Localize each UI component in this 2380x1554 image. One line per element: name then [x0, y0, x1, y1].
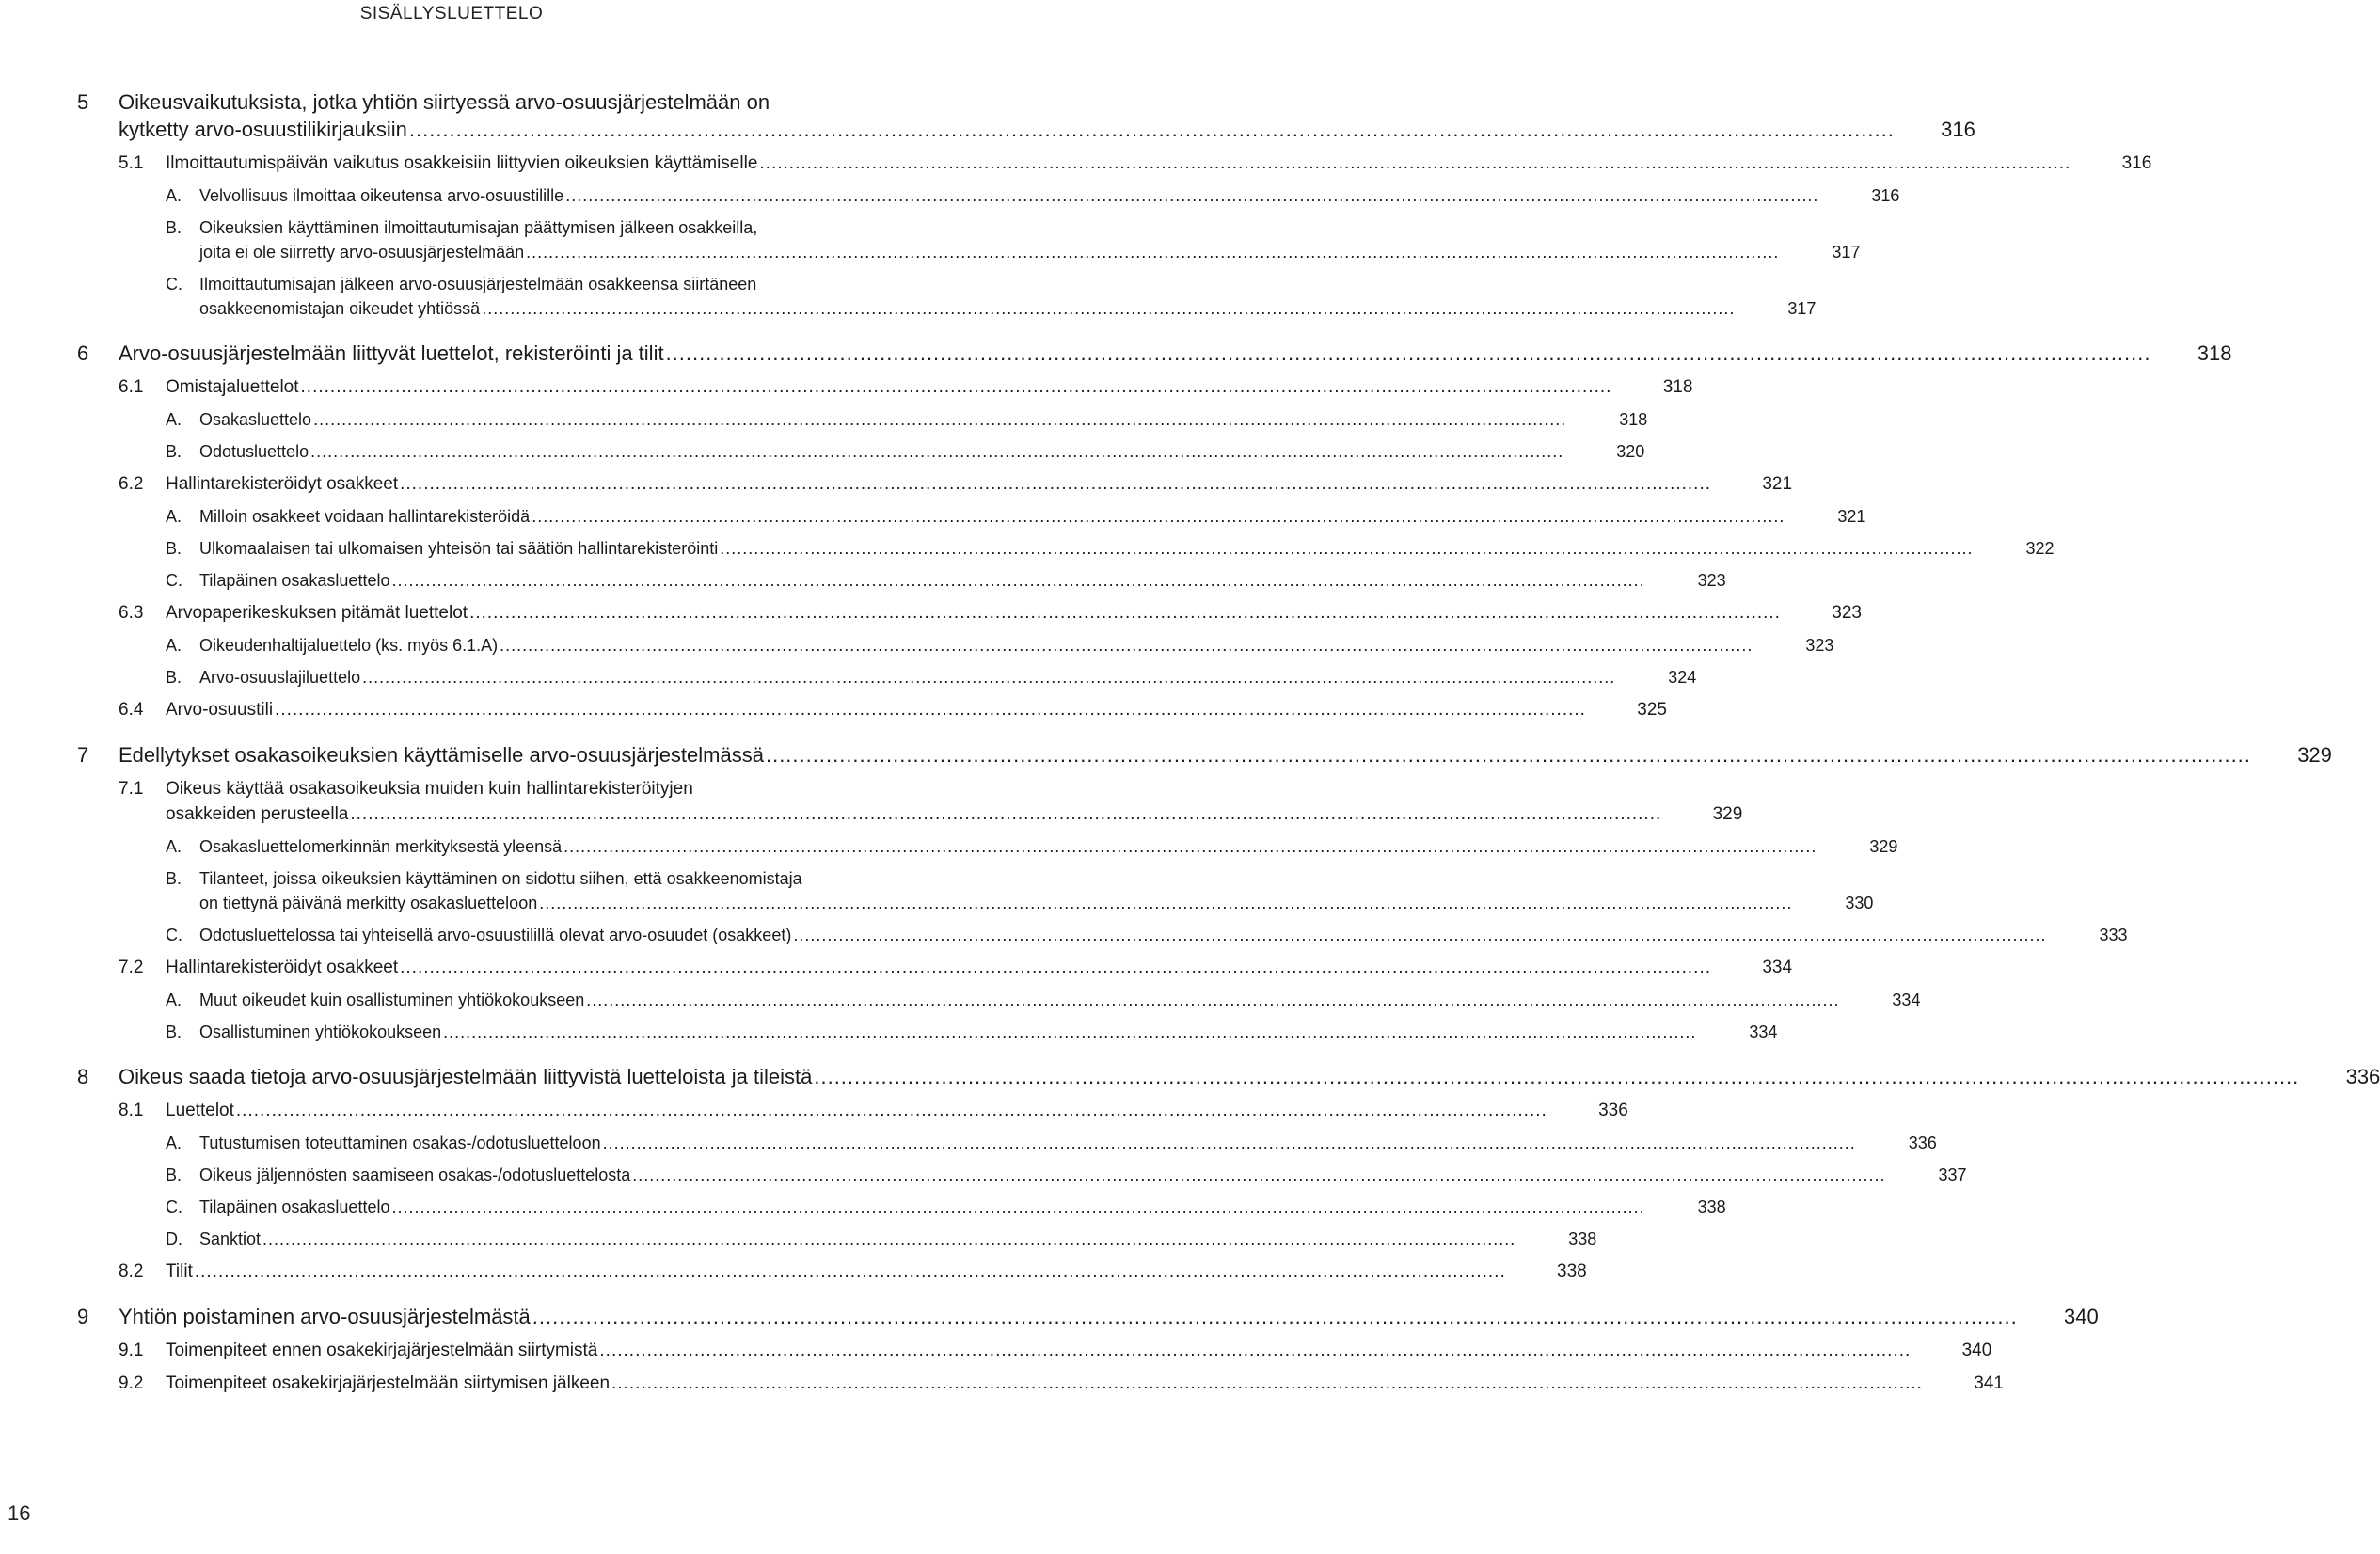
dot-leader: [391, 1195, 1644, 1219]
toc-entry-title: Toimenpiteet ennen osakekirjajärjestelmään siirtymistä: [166, 1340, 598, 1360]
toc-entry-title: Hallintarekisteröidyt osakkeet: [166, 474, 399, 494]
toc-page-number: 338: [1697, 1197, 1726, 1216]
dot-leader: [539, 891, 1792, 915]
table-of-contents: [77, 88, 2380, 1396]
toc-page-number: 336: [1598, 1101, 1628, 1120]
toc-entry[interactable]: [77, 183, 1900, 208]
dot-leader: [362, 665, 1615, 690]
toc-entry-number: A.: [166, 636, 182, 655]
dot-leader: [532, 504, 1785, 529]
toc-entry-title: Toimenpiteet osakekirjajärjestelmään siirtymisen jälkeen: [166, 1373, 611, 1393]
toc-entry[interactable]: [77, 504, 1866, 529]
toc-page-number: 336: [2345, 1065, 2380, 1088]
toc-entry-number: B.: [166, 539, 182, 558]
dot-leader: [586, 988, 1839, 1012]
toc-entry-title: Osakasluettelomerkinnän merkityksestä yleensä: [199, 837, 563, 856]
toc-entry-title: Velvollisuus ilmoittaa oikeutensa arvo-osuustilille: [199, 186, 564, 205]
toc-entry-number: B.: [166, 869, 182, 888]
toc-entry-number: A.: [166, 186, 182, 205]
toc-entry[interactable]: [77, 1131, 1937, 1155]
toc-page-number: 323: [1697, 571, 1726, 590]
toc-entry-number: 8: [77, 1065, 89, 1088]
toc-entry[interactable]: [77, 600, 1862, 626]
toc-entry-number: 5: [77, 90, 89, 114]
toc-entry-number: C.: [166, 275, 182, 293]
toc-page-number: 329: [1712, 804, 1743, 824]
toc-entry-title: Osakasluettelo: [199, 410, 312, 429]
dot-leader: [400, 471, 1711, 497]
toc-entry-number: 6.2: [119, 474, 144, 494]
toc-entry-title: Ulkomaalaisen tai ulkomaisen yhteisön tai säätiön hallintarekisteröinti: [199, 539, 719, 558]
toc-entry[interactable]: [77, 633, 1834, 658]
toc-page-number: 329: [1869, 837, 1898, 856]
dot-leader: [766, 741, 2251, 769]
toc-entry-number: 6.1: [119, 377, 144, 397]
toc-entry[interactable]: [77, 272, 1817, 321]
toc-entry-number: D.: [166, 1229, 182, 1248]
toc-entry[interactable]: [77, 374, 1693, 400]
toc-entry-number: C.: [166, 926, 182, 944]
toc-page-number: 318: [2197, 341, 2232, 365]
toc-page-number: 334: [1762, 958, 1793, 977]
toc-entry-title: Tilapäinen osakasluettelo: [199, 571, 390, 590]
toc-page-number: 325: [1637, 700, 1667, 720]
toc-entry-number: A.: [166, 507, 182, 526]
toc-entry[interactable]: [77, 1063, 2380, 1090]
toc-entry-number: A.: [166, 991, 182, 1009]
toc-entry-title: Sanktiot: [199, 1229, 262, 1248]
toc-page-number: 318: [1619, 410, 1648, 429]
toc-entry-number: C.: [166, 571, 182, 590]
toc-entry-title: Oikeus käyttää osakasoikeuksia muiden kuin hallintarekisteröityjen: [166, 779, 693, 799]
toc-entry-title: Omistajaluettelot: [166, 377, 299, 397]
toc-entry-number: 7: [77, 743, 89, 767]
toc-page-number: 334: [1749, 1023, 1778, 1041]
toc-page-number: 322: [2025, 539, 2055, 558]
toc-page-number: 321: [1837, 507, 1866, 526]
toc-entry-title: Muut oikeudet kuin osallistuminen yhtiökokoukseen: [199, 991, 585, 1009]
dot-leader: [720, 536, 1973, 561]
toc-entry[interactable]: [77, 988, 1921, 1012]
toc-page-number: 316: [1871, 186, 1900, 205]
toc-entry-number: 9: [77, 1305, 89, 1328]
toc-entry-title: Arvo-osuuslajiluettelo: [199, 668, 361, 687]
toc-entry-title: Milloin osakkeet voidaan hallintarekisteröidä: [199, 507, 531, 526]
toc-entry-number: 5.1: [119, 153, 144, 173]
dot-leader: [400, 955, 1711, 980]
toc-entry[interactable]: [77, 1227, 1597, 1251]
toc-entry-number: 6.4: [119, 700, 144, 720]
toc-entry-title: Tutustumisen toteuttaminen osakas-/odotusluetteloon: [199, 1134, 601, 1152]
toc-entry-number: 9.2: [119, 1373, 144, 1393]
toc-entry[interactable]: [77, 1163, 1967, 1187]
toc-page-number: 316: [2121, 153, 2152, 173]
toc-page-number: 316: [1941, 118, 1975, 141]
toc-entry-title: Tilapäinen osakasluettelo: [199, 1197, 390, 1216]
toc-entry[interactable]: [77, 151, 2152, 176]
dot-leader: [391, 568, 1644, 593]
toc-page-number: 341: [1974, 1373, 2004, 1393]
toc-page-number: 338: [1568, 1229, 1597, 1248]
toc-entry-title: Arvopaperikeskuksen pitämät luettelot: [166, 603, 468, 623]
toc-entry-title: Oikeusvaikutuksista, jotka yhtiön siirtyessä arvo-osuusjärjestelmään on: [119, 90, 770, 114]
toc-entry-title: kytketty arvo-osuustilikirjauksiin: [119, 118, 407, 141]
dot-leader: [793, 923, 2046, 947]
dot-leader: [565, 183, 1818, 208]
toc-entry[interactable]: [77, 1371, 2004, 1396]
toc-page-number: 340: [2064, 1305, 2099, 1328]
toc-entry[interactable]: [77, 536, 2055, 561]
toc-entry[interactable]: [77, 923, 2128, 947]
toc-entry[interactable]: [77, 1195, 1726, 1219]
toc-entry-title: Arvo-osuustili: [166, 700, 274, 720]
toc-page-number: 340: [1961, 1340, 1992, 1360]
dot-leader: [301, 374, 1612, 400]
toc-page-number: 324: [1668, 668, 1697, 687]
toc-page-number: 317: [1787, 299, 1817, 318]
toc-entry[interactable]: [77, 471, 1793, 497]
toc-entry-number: A.: [166, 837, 182, 856]
dot-leader: [532, 1303, 2018, 1330]
toc-page-number: 323: [1805, 636, 1834, 655]
page-header: SISÄLLYSLUETTELO: [359, 4, 544, 24]
toc-entry[interactable]: [77, 776, 1743, 827]
toc-entry-number: 9.1: [119, 1340, 144, 1360]
toc-entry[interactable]: [77, 1303, 2099, 1330]
dot-leader: [310, 439, 1563, 464]
toc-entry-title: Yhtiön poistaminen arvo-osuusjärjestelmästä: [119, 1305, 531, 1328]
toc-entry[interactable]: [77, 1098, 1628, 1123]
toc-entry[interactable]: [77, 1259, 1587, 1284]
dot-leader: [409, 116, 1895, 143]
dot-leader: [603, 1131, 1856, 1155]
toc-entry-number: B.: [166, 442, 182, 461]
dot-leader: [350, 801, 1661, 827]
toc-entry-number: 6: [77, 341, 89, 365]
toc-entry-title: Tilit: [166, 1261, 193, 1281]
toc-entry[interactable]: [77, 340, 2232, 367]
dot-leader: [313, 407, 1566, 432]
toc-entry[interactable]: [77, 568, 1726, 593]
toc-entry-number: B.: [166, 218, 182, 237]
toc-entry-number: A.: [166, 410, 182, 429]
toc-entry-title: Ilmoittautumisajan jälkeen arvo-osuusjärjestelmään osakkeensa siirtäneen: [199, 275, 757, 293]
toc-entry-title: Oikeuksien käyttäminen ilmoittautumisajan päättymisen jälkeen osakkeilla,: [199, 218, 758, 237]
toc-entry-title: Odotusluettelossa tai yhteisellä arvo-osuustilillä olevat arvo-osuudet (osakkeet): [199, 926, 792, 944]
toc-entry-title: Odotusluettelo: [199, 442, 309, 461]
toc-page-number: 336: [1908, 1134, 1937, 1152]
dot-leader: [611, 1371, 1923, 1396]
dot-leader: [500, 633, 1753, 658]
toc-entry-title: Hallintarekisteröidyt osakkeet: [166, 958, 399, 977]
toc-entry-number: 8.1: [119, 1101, 144, 1120]
toc-entry-number: A.: [166, 1134, 182, 1152]
toc-entry-title: Luettelot: [166, 1101, 234, 1120]
toc-entry[interactable]: [77, 88, 1975, 143]
dot-leader: [759, 151, 2071, 176]
toc-entry-title: Arvo-osuusjärjestelmään liittyvät luettelot, rekisteröinti ja tilit: [119, 341, 664, 365]
toc-entry-title: Osallistuminen yhtiökokoukseen: [199, 1023, 442, 1041]
toc-entry-title: Ilmoittautumispäivän vaikutus osakkeisiin liittyvien oikeuksien käyttämiselle: [166, 153, 758, 173]
dot-leader: [236, 1098, 1547, 1123]
toc-entry-title: osakkeenomistajan oikeudet yhtiössä: [199, 299, 481, 318]
toc-page-number: 329: [2297, 743, 2332, 767]
toc-entry-number: B.: [166, 1166, 182, 1184]
dot-leader: [469, 600, 1781, 626]
toc-entry[interactable]: [77, 407, 1648, 432]
dot-leader: [443, 1020, 1696, 1044]
toc-entry[interactable]: [77, 834, 1898, 859]
toc-entry-number: C.: [166, 1197, 182, 1216]
toc-entry[interactable]: [77, 215, 1861, 264]
toc-entry[interactable]: [77, 955, 1793, 980]
toc-entry-title: on tiettynä päivänä merkitty osakasluetteloon: [199, 894, 538, 912]
toc-page-number: 337: [1938, 1166, 1967, 1184]
dot-leader: [632, 1163, 1885, 1187]
toc-page-number: 334: [1892, 991, 1921, 1009]
toc-entry-title: osakkeiden perusteella: [166, 804, 349, 824]
dot-leader: [482, 296, 1735, 321]
toc-page-number: 338: [1557, 1261, 1587, 1281]
toc-page-number: 318: [1662, 377, 1693, 397]
toc-entry-number: B.: [166, 668, 182, 687]
toc-entry-number: 8.2: [119, 1261, 144, 1281]
toc-page-number: 333: [2099, 926, 2128, 944]
dot-leader: [275, 697, 1586, 722]
toc-entry[interactable]: [77, 741, 2332, 769]
toc-entry[interactable]: [77, 697, 1667, 722]
toc-entry[interactable]: [77, 439, 1645, 464]
toc-entry[interactable]: [77, 1338, 1992, 1363]
dot-leader: [526, 240, 1779, 264]
toc-entry-title: joita ei ole siirretty arvo-osuusjärjestelmään: [199, 243, 525, 262]
toc-entry-number: B.: [166, 1023, 182, 1041]
toc-entry-number: 7.1: [119, 779, 144, 799]
page-number: 16: [8, 1501, 31, 1525]
toc-page-number: 320: [1616, 442, 1645, 461]
toc-entry[interactable]: [77, 1020, 1778, 1044]
toc-entry-title: Oikeudenhaltijaluettelo (ks. myös 6.1.A): [199, 636, 499, 655]
toc-page-number: 317: [1832, 243, 1861, 262]
toc-entry-number: 7.2: [119, 958, 144, 977]
toc-entry-number: 6.3: [119, 603, 144, 623]
toc-page-number: 323: [1832, 603, 1862, 623]
dot-leader: [814, 1063, 2299, 1090]
dot-leader: [195, 1259, 1506, 1284]
dot-leader: [563, 834, 1817, 859]
toc-entry-title: Tilanteet, joissa oikeuksien käyttäminen on sidottu siihen, että osakkeenomistaja: [199, 869, 802, 888]
toc-entry[interactable]: [77, 866, 1874, 915]
toc-entry-title: Oikeus jäljennösten saamiseen osakas-/odotusluettelosta: [199, 1166, 631, 1184]
toc-page-number: 330: [1845, 894, 1874, 912]
toc-entry-title: Oikeus saada tietoja arvo-osuusjärjestelmään liittyvistä luetteloista ja tileistä: [119, 1065, 813, 1088]
toc-entry-title: Edellytykset osakasoikeuksien käyttämiselle arvo-osuusjärjestelmässä: [119, 743, 764, 767]
dot-leader: [666, 340, 2151, 367]
dot-leader: [262, 1227, 1515, 1251]
toc-entry[interactable]: [77, 665, 1697, 690]
dot-leader: [599, 1338, 1911, 1363]
toc-page-number: 321: [1762, 474, 1793, 494]
